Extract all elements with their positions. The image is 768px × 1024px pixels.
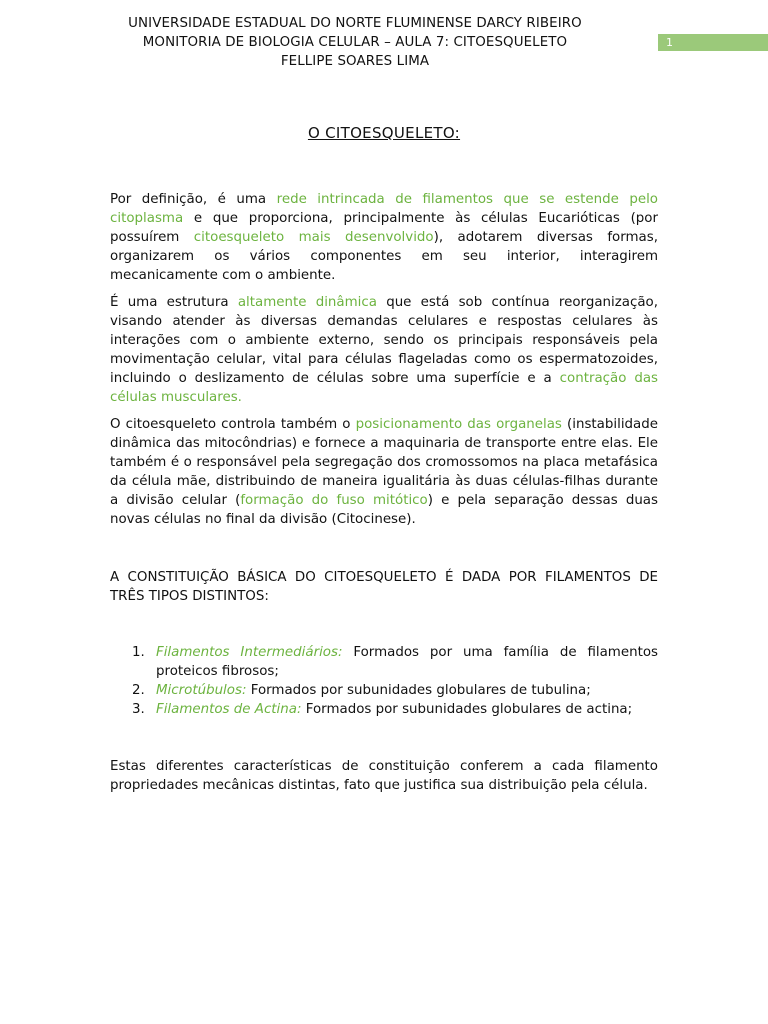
page-number-badge: 1 [658, 34, 768, 51]
list-number: 2. [132, 683, 145, 698]
list-description: Formados por subunidades globulares de tubulina; [246, 683, 591, 698]
highlight-text: citoesqueleto mais desenvolvido [193, 230, 434, 245]
list-description: Formados por uma família de filamentos proteicos fibrosos; [156, 645, 658, 679]
body-text [110, 190, 658, 537]
paragraph-definition: Por definição, é uma rede intrincada de filamentos que se estende pelo citoplasma e que proporciona, principalmente às células Eucarióticas (por possuírem citoesqueleto mais desenvolvido), adotarem diversas formas, organizarem os vários componentes em seu interior, interagirem mecanicamente com o ambiente. [110, 192, 658, 283]
page-title: O CITOESQUELETO: [307, 124, 461, 142]
list-term: Filamentos de Actina: [156, 702, 302, 717]
list-item [110, 643, 658, 681]
paragraph-dynamics: É uma estrutura altamente dinâmica que está sob contínua reorganização, visando atender às diversas demandas celulares e respostas celulares às interações com o ambiente externo, sendo os principais responsáveis pela movimentação celular, vital para células flageladas como os espermatozoides, incluindo o deslizamento de células sobre uma superfície e a contração das células musculares. [110, 295, 658, 405]
section-heading: A CONSTITUIÇÃO BÁSICA DO CITOESQUELETO É DADA POR FILAMENTOS DE TRÊS TIPOS DISTINTOS: [110, 570, 658, 604]
paragraph-organelles: O citoesqueleto controla também o posicionamento das organelas (instabilidade dinâmica das mitocôndrias) e fornece a maquinaria de transporte entre elas. Ele também é o responsável pela segregação dos cromossomos na placa metafásica da célula mãe, distribuindo de maneira igualitária às duas células-filhas durante a divisão celular (formação do fuso mitótico) e pela separação dessas duas novas células no final da divisão (Citocinese). [110, 417, 658, 527]
university-name: UNIVERSIDADE ESTADUAL DO NORTE FLUMINENSE DARCY RIBEIRO [128, 16, 582, 31]
list-item [110, 681, 658, 700]
list-item [110, 700, 658, 719]
highlight-text: posicionamento das organelas [355, 417, 562, 432]
highlight-text: altamente dinâmica [237, 295, 377, 310]
closing-paragraph: Estas diferentes características de constituição conferem a cada filamento propriedades mecânicas distintas, fato que justifica sua distribuição pela célula. [110, 759, 658, 793]
author-name: FELLIPE SOARES LIMA [280, 54, 430, 69]
course-title: MONITORIA DE BIOLOGIA CELULAR – AULA 7: CITOESQUELETO [142, 35, 568, 50]
list-description: Formados por subunidades globulares de actina; [301, 702, 633, 717]
document-header [100, 14, 610, 71]
filament-types-list [110, 643, 658, 719]
list-number: 3. [132, 702, 145, 717]
list-term: Filamentos Intermediários: [156, 645, 343, 660]
list-term: Microtúbulos: [156, 683, 247, 698]
list-number: 1. [132, 645, 145, 660]
highlight-text: contração das células musculares. [110, 371, 658, 405]
highlight-text: rede intrincada de filamentos que se estende pelo citoplasma [110, 192, 658, 226]
highlight-text: formação do fuso mitótico [240, 493, 428, 508]
